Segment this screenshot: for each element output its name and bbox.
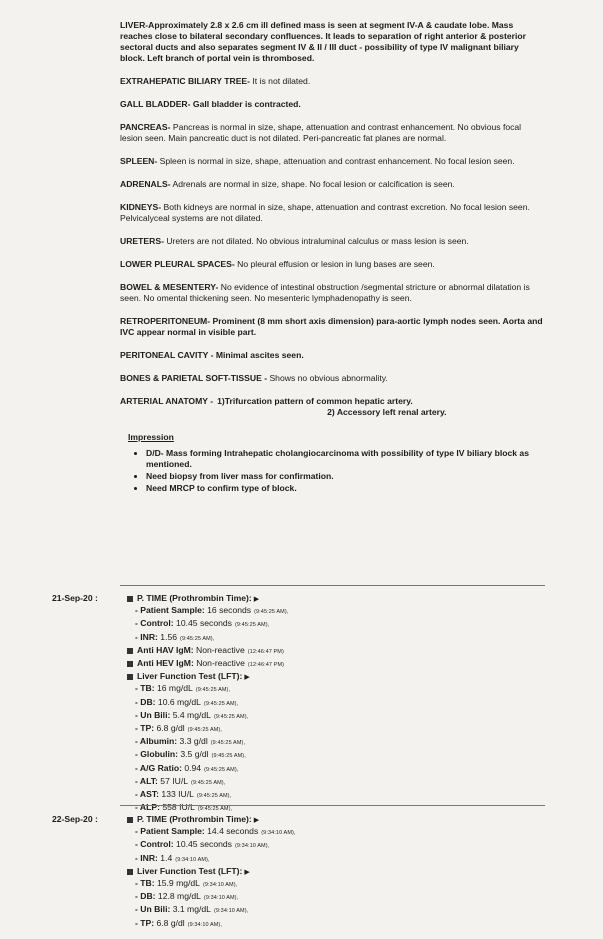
lab-timestamp: (9:34:10 AM), (213, 908, 249, 915)
lab-group-title (127, 671, 427, 683)
bullet-square-icon (127, 596, 133, 602)
lab-row (127, 776, 427, 789)
expand-arrow-icon[interactable]: ▶ (253, 817, 260, 824)
finding-text: Both kidneys are normal in size, shape, attenuation and contrast excretion. No focal lesion seen. Pelvicalyceal systems are not dilated. (120, 202, 530, 223)
lab-timestamp: (9:45:25 AM), (195, 687, 231, 694)
finding-section (120, 373, 545, 384)
lab-test-name: P. TIME (Prothrombin Time): (137, 593, 252, 603)
lab-row (127, 839, 427, 852)
impression-item: • Need MRCP to confirm type of block. (146, 483, 545, 494)
finding-section (120, 350, 545, 361)
lab-row (127, 736, 427, 749)
finding-heading: URETERS- (120, 236, 164, 246)
finding-section (120, 259, 545, 270)
lab-timestamp: (9:45:25 AM), (187, 727, 222, 734)
lab-row (127, 605, 427, 618)
lab-row-value: 5.4 mg/dL (170, 709, 211, 720)
finding-section (120, 20, 545, 64)
findings-list (120, 20, 545, 384)
finding-heading: RETROPERITONEUM- (120, 316, 211, 326)
finding-section (120, 202, 545, 224)
lab-row (127, 697, 427, 710)
arterial-heading: ARTERIAL ANATOMY - (120, 396, 214, 406)
lab-test-name: Anti HAV IgM: (137, 644, 194, 655)
lab-row-value: 10.45 seconds (173, 618, 232, 629)
finding-heading: GALL BLADDER- (120, 99, 191, 109)
lab-timestamp: (9:34:10 AM), (187, 921, 222, 928)
lab-timestamp: (9:45:25 AM), (204, 766, 239, 773)
lab-test-name: Liver Function Test (LFT): (137, 671, 243, 682)
lab-row (127, 878, 427, 891)
lab-row (127, 891, 427, 904)
lab-row-value: 14.4 seconds (204, 826, 259, 837)
lab-row (127, 904, 427, 917)
lab-row-value: 10.6 mg/dL (155, 696, 201, 707)
lab-row (127, 632, 427, 645)
lab-timestamp: (9:45:25 AM), (196, 793, 232, 800)
lab-timestamp: (9:45:25 AM), (197, 806, 233, 813)
lab-row-value: 16 mg/dL (154, 683, 193, 694)
arterial-anatomy (120, 396, 545, 418)
lab-row-label: - TB: (135, 878, 155, 889)
lab-group-title (127, 866, 427, 878)
finding-text: Ureters are not dilated. No obvious intraluminal calculus or mass lesion is seen. (163, 236, 469, 246)
lab-row-value: 558 IU/L (159, 802, 195, 813)
finding-heading: LIVER- (120, 20, 149, 30)
lab-row (127, 749, 427, 762)
finding-heading: PANCREAS- (120, 122, 171, 132)
impression-item: • D/D- Mass forming Intrahepatic cholangiocarcinoma with possibility of type IV biliary block as mentioned. (146, 448, 545, 470)
finding-text: It is not dilated. (250, 76, 311, 86)
lab-row-label: - DB: (135, 696, 156, 707)
lab-timestamp: (9:34:10 AM), (202, 882, 238, 889)
lab-row-label: - INR: (135, 631, 158, 642)
finding-section (120, 156, 545, 167)
lab-row-label: - Un Bili: (135, 904, 171, 915)
lab-row-label: - Albumin: (135, 736, 178, 747)
lab-date: 21-Sep-20 : (52, 593, 98, 603)
lab-row-label: - Patient Sample: (135, 605, 205, 616)
lab-timestamp: (12:46:47 PM) (247, 662, 285, 669)
bullet-square-icon (127, 674, 133, 680)
finding-text: Spleen is normal in size, shape, attenuation and contrast enhancement. No focal lesion seen. (157, 156, 515, 166)
finding-section (120, 99, 545, 110)
lab-row-label: - Globulin: (135, 749, 178, 760)
lab-row-label: - A/G Ratio: (135, 762, 182, 773)
lab-results (127, 593, 427, 815)
lab-row-label: - Un Bili: (135, 709, 171, 720)
lab-test-name: P. TIME (Prothrombin Time): (137, 814, 252, 824)
finding-section (120, 236, 545, 247)
finding-text: No pleural effusion or lesion in lung bases are seen. (234, 259, 435, 269)
lab-row-value: 0.94 (181, 762, 202, 773)
finding-text: No evidence of intestinal obstruction /segmental stricture or abnormal dilatation is seen. No omental thickening seen. No mesenteric lymphadenopathy is seen. (120, 282, 530, 303)
lab-row-value: 133 IU/L (159, 789, 194, 800)
finding-heading: PERITONEAL CAVITY - (120, 350, 214, 360)
finding-heading: KIDNEYS- (120, 202, 162, 212)
finding-section (120, 282, 545, 304)
finding-heading: BOWEL & MESENTERY- (120, 282, 219, 292)
expand-arrow-icon[interactable]: ▶ (253, 596, 260, 603)
lab-row-value: 10.45 seconds (173, 839, 232, 850)
lab-row-value: 15.9 mg/dL (154, 878, 200, 889)
lab-timestamp: (9:45:25 AM), (254, 609, 289, 616)
lab-timestamp: (9:45:25 AM), (213, 713, 249, 720)
finding-section (120, 76, 545, 87)
impression-list (146, 448, 545, 494)
finding-text: Pancreas is normal in size, shape, attenuation and contrast enhancement. No obvious focal lesion seen. Main pancreatic duct is not dilated. Peri-pancreatic fat planes are normal. (120, 122, 522, 143)
lab-row-value: 1.4 (157, 852, 173, 863)
impression-title: Impression (128, 432, 174, 442)
finding-text: Minimal ascites seen. (213, 350, 304, 360)
lab-row-label: - Patient Sample: (135, 826, 205, 837)
lab-row-value: 3.1 mg/dL (170, 904, 211, 915)
divider-line (120, 585, 545, 586)
lab-timestamp: (9:45:25 AM), (210, 740, 246, 747)
finding-heading: BONES & PARIETAL SOFT-TISSUE - (120, 373, 268, 383)
expand-arrow-icon[interactable]: ▶ (244, 868, 250, 876)
lab-row-label: - AST: (135, 789, 160, 800)
lab-test-name: Liver Function Test (LFT): (137, 865, 243, 876)
lab-row-value: 57 IU/L (157, 775, 189, 786)
bullet-square-icon (127, 869, 133, 875)
lab-test-value: Non-reactive (193, 644, 245, 655)
lab-group-title (127, 658, 427, 671)
arterial-line-2: 2) Accessory left renal artery. (327, 407, 447, 417)
lab-row-value: 6.8 g/dl (154, 723, 185, 734)
lab-row-label: - Control: (135, 618, 174, 629)
finding-text: Adrenals are normal in size, shape. No focal lesion or calcification is seen. (170, 179, 455, 189)
lab-row (127, 723, 427, 736)
lab-row-label: - TP: (135, 917, 155, 928)
expand-arrow-icon[interactable]: ▶ (244, 674, 250, 682)
lab-row (127, 763, 427, 776)
lab-timestamp: (9:45:25 AM), (191, 779, 226, 786)
divider-line (120, 805, 545, 806)
finding-section (120, 122, 545, 144)
lab-test-name: Anti HEV IgM: (137, 658, 194, 669)
lab-row (127, 826, 427, 839)
impression-item: • Need biopsy from liver mass for confirmation. (146, 471, 545, 482)
finding-section (120, 179, 545, 190)
finding-text: Prominent (8 mm short axis dimension) para-aortic lymph nodes seen. Aorta and IVC appear normal in visible part. (120, 316, 543, 337)
lab-row (127, 918, 427, 931)
lab-row-label: - DB: (135, 891, 156, 902)
lab-timestamp: (9:34:10 AM), (234, 843, 270, 850)
finding-section (120, 316, 545, 338)
lab-row-label: - Control: (135, 839, 174, 850)
lab-row-value: 1.56 (157, 631, 178, 642)
lab-timestamp: (9:45:25 AM), (234, 622, 270, 629)
lab-timestamp: (9:34:10 AM), (261, 830, 296, 837)
finding-heading: SPLEEN- (120, 156, 158, 166)
lab-timestamp: (12:46:47 PM) (247, 648, 284, 655)
lab-timestamp: (9:45:25 AM), (180, 635, 215, 642)
lab-row-label: - ALP: (135, 802, 160, 813)
finding-heading: ADRENALS- (120, 179, 171, 189)
lab-row-value: 3.3 g/dl (177, 736, 208, 747)
lab-timestamp: (9:45:25 AM), (203, 700, 239, 707)
lab-row-label: - INR: (135, 852, 158, 863)
lab-row-value: 16 seconds (204, 605, 252, 616)
lab-date: 22-Sep-20 : (52, 814, 98, 824)
bullet-square-icon (127, 817, 133, 823)
lab-results (127, 814, 427, 931)
finding-heading: LOWER PLEURAL SPACES- (120, 259, 235, 269)
lab-test-value: Non-reactive (193, 658, 245, 669)
lab-group-title (127, 593, 427, 605)
lab-row (127, 618, 427, 631)
finding-text: Shows no obvious abnormality. (267, 373, 388, 383)
arterial-line-1: 1)Trifurcation pattern of common hepatic artery. (217, 396, 413, 406)
lab-timestamp: (9:34:10 AM), (203, 895, 239, 902)
lab-row (127, 710, 427, 723)
lab-group-title (127, 814, 427, 826)
finding-heading: EXTRAHEPATIC BILIARY TREE- (120, 76, 251, 86)
lab-row-value: 12.8 mg/dL (155, 891, 201, 902)
lab-row (127, 789, 427, 802)
bullet-square-icon (127, 648, 133, 654)
lab-timestamp: (9:34:10 AM), (175, 856, 210, 863)
lab-row-label: - TB: (135, 683, 155, 694)
bullet-square-icon (127, 661, 133, 667)
lab-row (127, 853, 427, 866)
lab-row (127, 683, 427, 696)
lab-row-label: - ALT: (135, 775, 158, 786)
lab-timestamp: (9:45:25 AM), (211, 753, 246, 760)
lab-row-value: 3.5 g/dl (177, 749, 209, 760)
finding-text: Gall bladder is contracted. (190, 99, 301, 109)
lab-row-value: 6.8 g/dl (154, 917, 185, 928)
lab-group-title (127, 645, 427, 658)
imaging-report (120, 20, 545, 495)
finding-text: Approximately 2.8 x 2.6 cm ill defined mass is seen at segment IV-A & caudate lobe. Mass reaches close to bilateral secondary confluences. It leads to separation of right anterior & posterior sectoral ducts and also separates segment IV & II / III duct - possibility of type IV malignant biliary block. Left branch of portal vein is thrombosed. (120, 20, 526, 63)
lab-row-label: - TP: (135, 723, 155, 734)
